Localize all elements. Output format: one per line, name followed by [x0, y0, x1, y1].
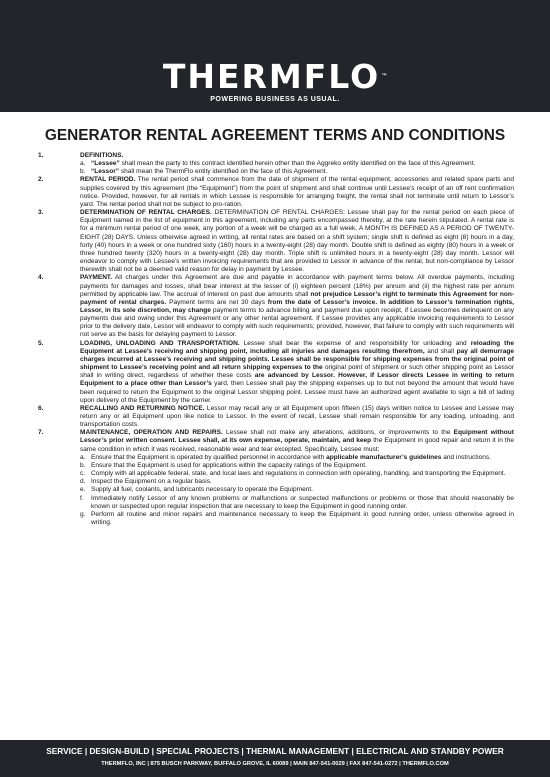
- item-letter: b.: [80, 168, 86, 176]
- section-payment: [36, 274, 514, 339]
- section-heading: MAINTENANCE, OPERATION AND REPAIRS.: [80, 429, 223, 437]
- item-bold-text: applicable manufacturer’s guidelines: [326, 453, 442, 461]
- item-letter: f.: [80, 494, 84, 502]
- section-text: and shall: [424, 347, 457, 355]
- section-definitions: [36, 152, 514, 176]
- thermflo-logo: [0, 57, 550, 96]
- item-text: Immediately notify Lessor of any known problems or malfunctions or suspected malfunctions or problems or those that should reasonably be known or suspected upon regular inspection that are necessary to keep the Equipment in good running order.: [91, 494, 514, 510]
- item-letter: g.: [80, 510, 86, 518]
- item-letter: d.: [80, 478, 86, 486]
- section-number: 2.: [38, 176, 44, 184]
- section-heading: RENTAL PERIOD.: [80, 176, 136, 184]
- defined-term: “Lessee”: [91, 160, 120, 168]
- item-letter: a.: [80, 160, 86, 168]
- section-rental-charges: [36, 209, 514, 274]
- section-loading-transportation: [36, 340, 514, 405]
- logo-text: THERMFLO: [162, 57, 381, 96]
- section-text: DETERMINATION OF RENTAL CHARGES: Lessee shall pay for the rental period on each piece of Equipment named in the list of equipment in this agreement, including any parts encompassed thereby, at the rate herein stipulated. A rental rate is for a minimum rental period of one week, any portion of a week will be charged as a full week. A MONTH IS DEFINED AS A PERIOD OF TWENTY-EIGHT (28) DAYS. Unless otherwise agreed in writing, all rental rates are based on a shift system; single shift is defined as eight (8) hours in a day, forty (40) hours in a week or one hundred sixty (160) hours in a twenty-eight (28) day month. Double shift is defined as eighty (80) hours in a week or three hundred twenty (320) hours in a twenty-eight (28) day month. Triple shift is unlimited hours in a twenty-eight (28) day month. Lessor will endeavor to comply with Lessee’s written invoicing requirements that are provided to Lessor in advance of the rental, but non-compliance by Lessor therewith shall not be a deemed valid reason for delay in payment by Lessee.: [80, 209, 515, 274]
- item-text: Inspect the Equipment on a regular basis.: [91, 478, 212, 486]
- section-number: 1.: [38, 152, 44, 159]
- item-letter: b.: [80, 461, 86, 469]
- section-bold-text: Equipment without Lessor’s prior written consent. Lessee shall, at its own expense, operate, maintain, and keep: [80, 429, 514, 445]
- section-number: 4.: [38, 274, 44, 282]
- item-text: Comply with all applicable federal, state, and local laws and regulations in connection with operating, handling, and transporting the Equipment.: [91, 470, 506, 478]
- section-recall-return: [36, 405, 514, 429]
- section-heading: DEFINITIONS.: [80, 152, 124, 159]
- section-text: the Equipment in good repair and return it in the same condition in which it was received, reasonable wear and tear excepted. Specifically, Lessee must:: [80, 437, 515, 453]
- list-item: [80, 495, 514, 511]
- trademark-symbol: ™: [381, 73, 388, 80]
- footer-services: SERVICE | DESIGN-BUILD | SPECIAL PROJECTS | THERMAL MANAGEMENT | ELECTRICAL AND STANDBY POWER: [46, 746, 504, 756]
- document-title: GENERATOR RENTAL AGREEMENT TERMS AND CONDITIONS: [44, 127, 506, 144]
- section-text: Lessee shall not make any alterations, additions, or improvements to the: [222, 429, 454, 437]
- section-number: 5.: [38, 339, 44, 347]
- section-text: Lessee shall bear the expense of and responsibility for unloading and: [239, 339, 471, 347]
- item-text: and instructions.: [441, 453, 491, 461]
- list-item: [80, 486, 514, 494]
- section-bold-text: from the date of Lessor’s invoice. In addition to Lessor’s termination rights, Lessor, in its sole discretion, may change: [80, 298, 514, 314]
- item-text: Ensure that the Equipment is used for applications within the capacity ratings of the Equipment.: [91, 461, 367, 469]
- list-item: [80, 470, 514, 478]
- definition-item: [80, 168, 514, 176]
- section-text: payment terms to advance billing and payment due upon receipt, if Lessee becomes delinquent on any payments due and owing under this Agreement or any other rental agreement. If Lessee provides any applicable invoicing requirements to Lessor prior to the delivery date, Lessor will endeavor to comply with such requirements; provided, however, that failure to comply with such requirements will not serve as the basis for delaying payment to Lessor.: [80, 306, 514, 339]
- section-text: Lessor may recall any or all Equipment upon fifteen (15) days written notice to Lessee and Lessee may return any or all Equipment upon like notice to Lessor. In the event of recall, Lessee shall remain responsible for any loading, unloading, and transportation costs.: [80, 404, 514, 429]
- section-bold-text: not prejudice Lessor’s right to terminate this Agreement for non-payment of rental charges.: [80, 290, 515, 306]
- definition-item: [80, 160, 514, 168]
- section-text: Payment terms are net 30 days: [166, 298, 268, 306]
- section-number: 7.: [38, 429, 44, 437]
- section-bold-text: are advanced by Lessor. However, if Lessor directs Lessee in writing to return Equipment to a place other than Lessor’s: [80, 372, 515, 388]
- item-text: Supply all fuel, coolants, and lubricants necessary to operate the Equipment.: [91, 486, 313, 494]
- defined-term: “Lessor”: [91, 168, 120, 176]
- definition-text: shall mean the ThermFlo entity identified on the face of this Agreement.: [119, 168, 328, 176]
- list-item: [80, 454, 514, 462]
- section-number: 6.: [38, 404, 44, 412]
- section-heading: PAYMENT.: [80, 274, 113, 282]
- section-heading: LOADING, UNLOADING AND TRANSPORTATION.: [80, 339, 240, 347]
- list-item: [80, 511, 514, 527]
- terms-body: [36, 152, 514, 527]
- definition-text: shall mean the party to this contract identified herein other than the Aggreko entity identified on the face of this Agreement.: [119, 160, 476, 168]
- section-heading: RECALLING AND RETURNING NOTICE.: [80, 404, 205, 412]
- section-maintenance: [36, 429, 514, 527]
- list-item: [80, 462, 514, 470]
- section-text: All charges under this Agreement are due and payable in accordance with payment terms below. All overdue payments, including payments for damages and losses, shall bear interest at the lesser of (i) eighteen percent (18%) per annum and (ii) the highest rate per annum permitted by applicable law. The accrual of interest on past due amounts shall: [80, 274, 514, 298]
- section-bold-text: reloading the Equipment at Lessee’s receiving and shipping point, including all injuries and damages resulting therefrom,: [80, 339, 514, 355]
- item-text: Perform all routine and minor repairs and maintenance necessary to keep the Equipment in good running order, unless otherwise agreed in writing.: [91, 510, 514, 527]
- brand-tagline: POWERING BUSINESS AS USUAL.: [210, 96, 340, 103]
- item-letter: c.: [80, 470, 86, 478]
- section-text: yard, then Lessee shall pay the shipping expenses up to but not beyond the amount that would have been required to return the Equipment to the original Lessor shipping point. Lessee must have an authorized agent available to sign a bill of lading upon delivery of the Equipment by the carrier.: [80, 380, 514, 404]
- item-letter: a.: [80, 453, 86, 461]
- section-heading: DETERMINATION OF RENTAL CHARGES.: [80, 209, 212, 217]
- section-bold-text: pay all demurrage charges incurred at Lessee’s receiving and shipping points. Lessee shall be responsible for shipping expenses from the original point of shipment to Lessee’s receiving point and all return shipping expenses to the: [80, 347, 514, 372]
- section-rental-period: [36, 176, 514, 209]
- footer-contact: THERMFLO, INC | 875 BUSCH PARKWAY, BUFFALO GROVE, IL 60089 | MAIN 847-541-0029 | FAX 847-541-0272 | THERMFLO.COM: [101, 761, 449, 767]
- section-text: The rental period shall commence from the date of shipment of the rental equipment, accessories and related spare parts and supplies covered by this agreement (the “Equipment”) from the point of shipment and shall continue until Lessee’s receipt of an off rent confirmation notice. Provided, however, for all rentals in which Lessee is responsible for arranging freight, the rental shall not terminate until return to Lessor’s yard. The rental period shall not be subject to pro-ration.: [80, 176, 514, 208]
- item-text: Ensure that the Equipment is operated by qualified personnel in accordance with: [91, 453, 327, 461]
- section-text: original point of shipment or such other shipping point as Lessor shall in writing direct, regardless of whether these costs: [80, 364, 514, 380]
- section-number: 3.: [38, 209, 44, 217]
- item-letter: e.: [80, 486, 86, 494]
- list-item: [80, 478, 514, 486]
